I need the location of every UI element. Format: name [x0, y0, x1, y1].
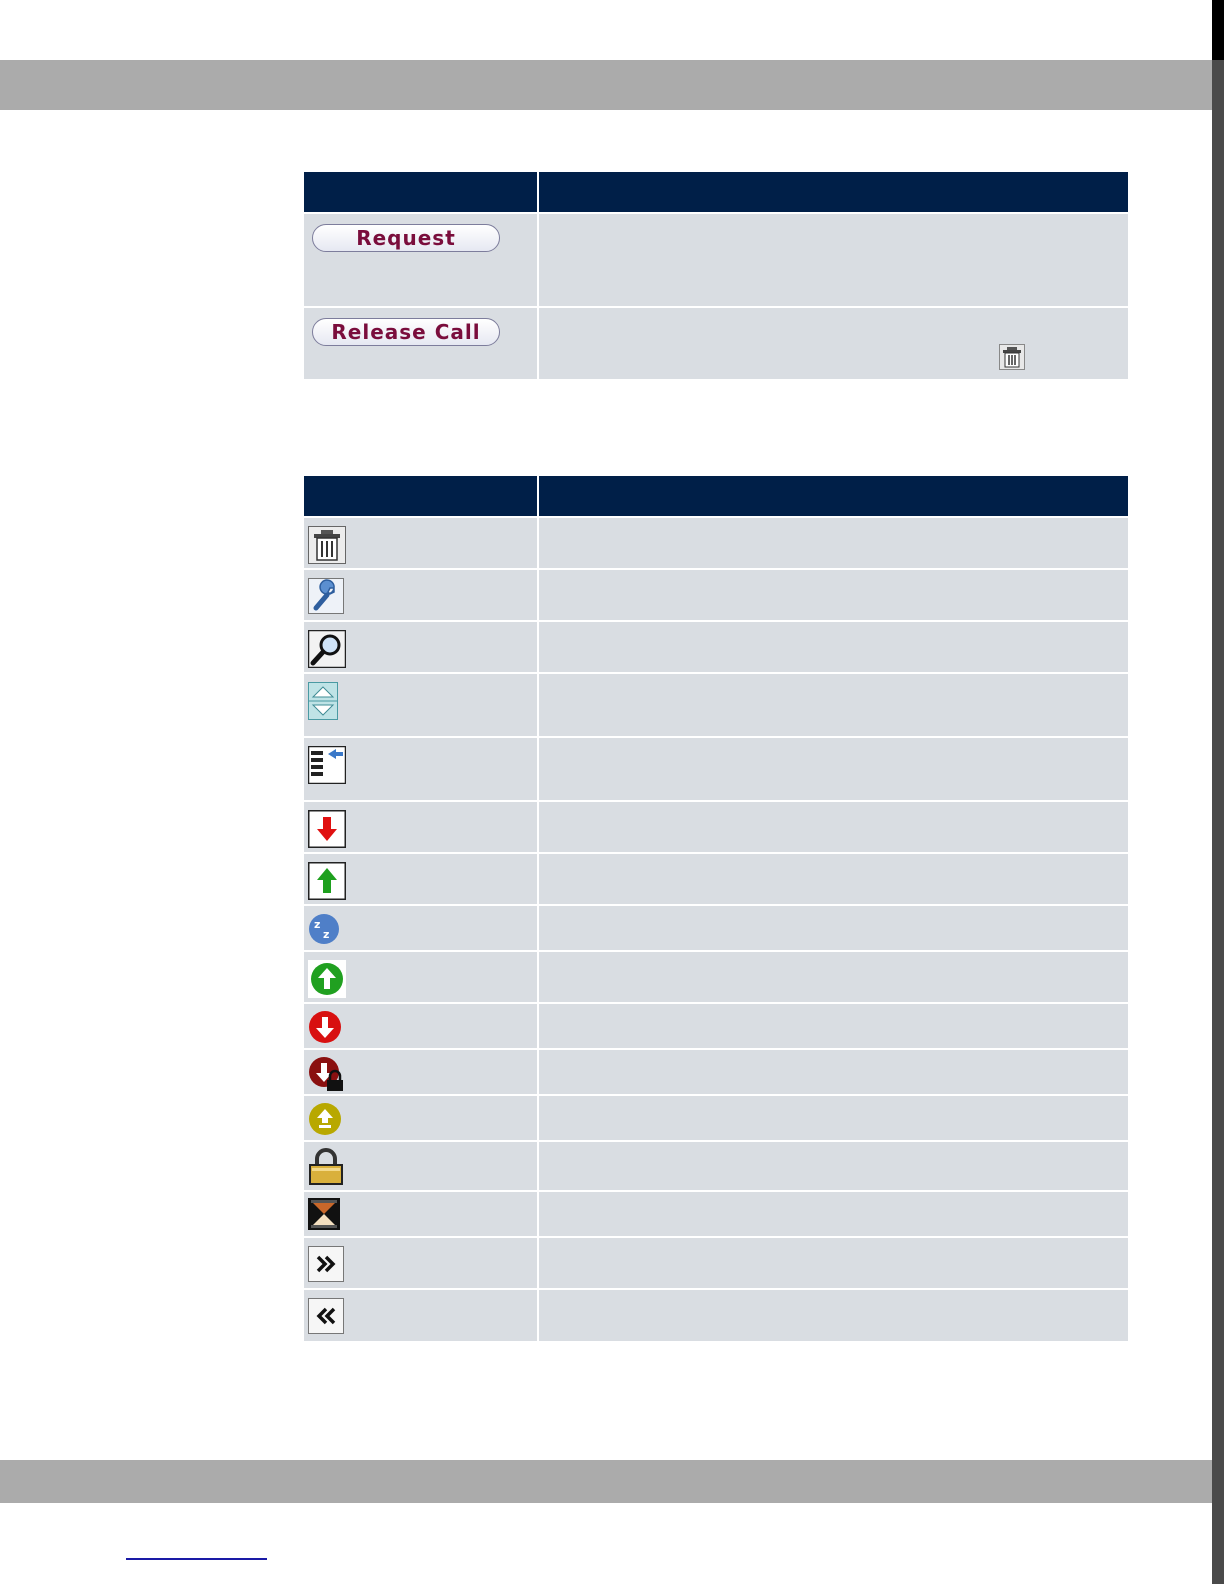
button-cell [304, 307, 538, 379]
table-row [304, 673, 1128, 737]
header-cell-icon [304, 476, 538, 517]
icon-cell [304, 517, 538, 569]
table-row [304, 213, 1128, 307]
description-cell [538, 517, 1128, 569]
sort-updown-icon[interactable] [308, 682, 338, 720]
table-row [304, 307, 1128, 379]
status-down-red-icon [308, 1010, 342, 1044]
hourglass-icon [308, 1198, 340, 1230]
header-cell-button [304, 172, 538, 213]
table-row [304, 1237, 1128, 1289]
description-cell [538, 1049, 1128, 1095]
icon-cell [304, 1289, 538, 1341]
sleep-zz-icon [308, 913, 340, 945]
icon-cell [304, 1049, 538, 1095]
icons-table [304, 476, 1128, 1341]
description-cell [538, 905, 1128, 951]
description-cell [538, 1141, 1128, 1191]
footer-link-underline[interactable] [126, 1558, 267, 1560]
icon-cell [304, 801, 538, 853]
table-row [304, 621, 1128, 673]
double-chevron-left-icon[interactable] [308, 1298, 344, 1334]
table-row [304, 1191, 1128, 1237]
request-button[interactable]: Request [312, 224, 500, 252]
description-cell [538, 737, 1128, 801]
description-cell [538, 951, 1128, 1003]
table-row [304, 801, 1128, 853]
page-edge [1212, 0, 1224, 1584]
description-cell [538, 1289, 1128, 1341]
table-row [304, 951, 1128, 1003]
footer-band [0, 1460, 1212, 1503]
description-cell [538, 621, 1128, 673]
icon-cell [304, 853, 538, 905]
table-row [304, 737, 1128, 801]
table-row [304, 853, 1128, 905]
release-call-button[interactable]: Release Call [312, 318, 500, 346]
description-cell [538, 569, 1128, 621]
description-cell [538, 307, 1128, 379]
wrench-icon[interactable] [308, 578, 344, 614]
description-cell [538, 673, 1128, 737]
trash-icon[interactable] [308, 526, 346, 564]
table-row [304, 905, 1128, 951]
icon-cell [304, 569, 538, 621]
table-row [304, 1049, 1128, 1095]
table-row [304, 517, 1128, 569]
icon-cell [304, 621, 538, 673]
icon-cell [304, 737, 538, 801]
description-cell [538, 1003, 1128, 1049]
header-cell-meaning [538, 476, 1128, 517]
table-header-row [304, 476, 1128, 517]
arrow-down-square-icon[interactable] [308, 810, 346, 848]
icon-cell [304, 951, 538, 1003]
description-cell [538, 1095, 1128, 1141]
table-row [304, 569, 1128, 621]
description-cell [538, 1237, 1128, 1289]
header-cell-meaning [538, 172, 1128, 213]
icon-cell [304, 1095, 538, 1141]
description-cell [538, 853, 1128, 905]
description-cell [538, 801, 1128, 853]
svg-text:z: z [314, 918, 321, 931]
status-down-locked-icon [308, 1056, 346, 1092]
description-cell [538, 213, 1128, 307]
double-chevron-right-icon[interactable] [308, 1246, 344, 1282]
table-row [304, 1289, 1128, 1341]
header-band [0, 60, 1212, 110]
status-up-yellow-icon [308, 1102, 342, 1136]
magnifier-icon[interactable] [308, 630, 346, 668]
status-up-green-icon [308, 960, 346, 998]
icon-cell [304, 1237, 538, 1289]
arrow-up-square-icon[interactable] [308, 862, 346, 900]
icon-cell [304, 1003, 538, 1049]
table-row [304, 1141, 1128, 1191]
trash-icon [999, 344, 1025, 374]
icon-cell [304, 905, 538, 951]
table-header-row [304, 172, 1128, 213]
button-cell [304, 213, 538, 307]
table-row [304, 1095, 1128, 1141]
buttons-table [304, 172, 1128, 379]
padlock-icon [308, 1148, 344, 1186]
table-row [304, 1003, 1128, 1049]
icon-cell [304, 673, 538, 737]
list-insert-icon[interactable] [308, 746, 346, 784]
svg-text:z: z [323, 928, 330, 941]
description-cell [538, 1191, 1128, 1237]
icon-cell [304, 1191, 538, 1237]
icon-cell [304, 1141, 538, 1191]
